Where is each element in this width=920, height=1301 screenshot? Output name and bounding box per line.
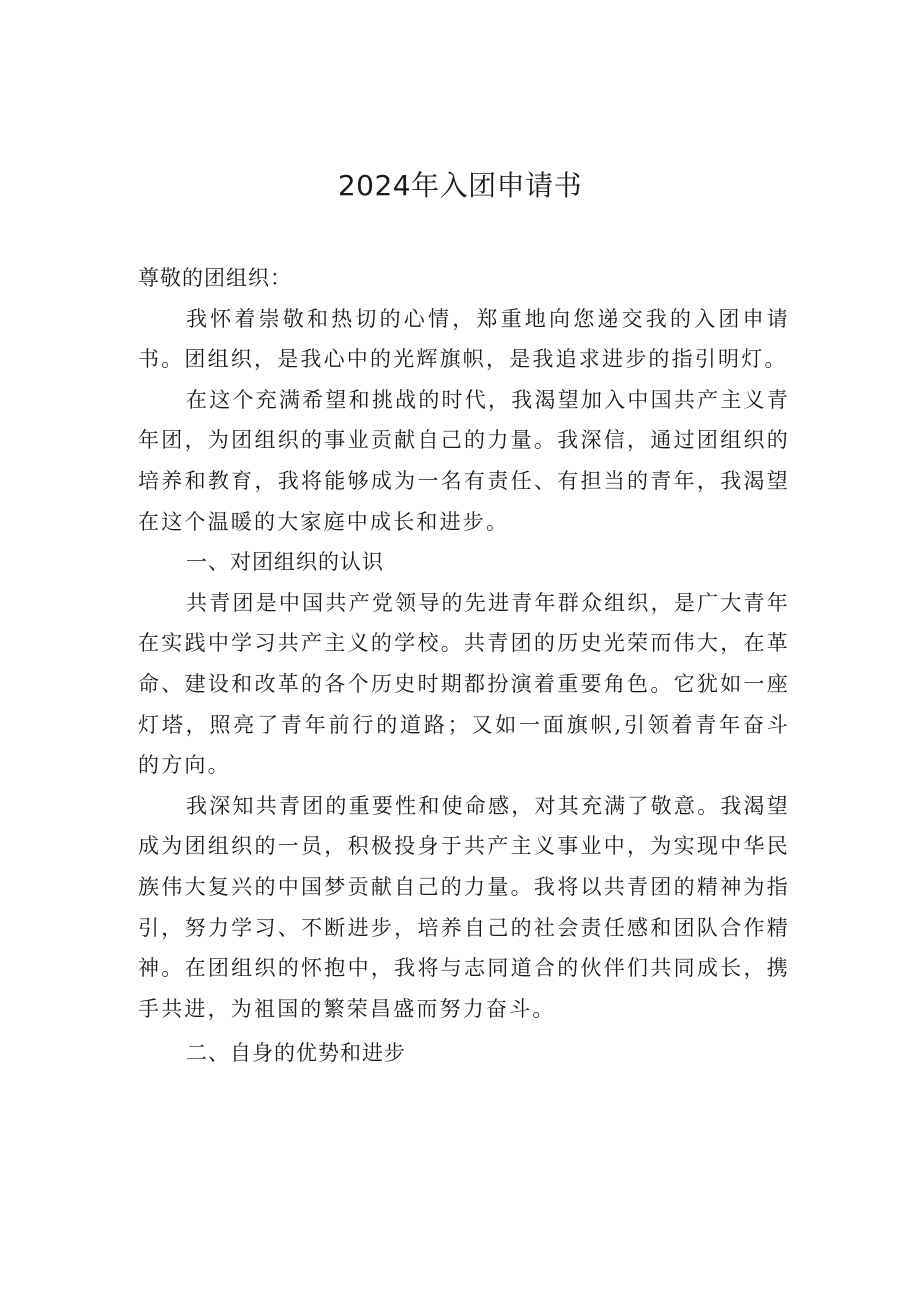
section-heading-understanding: 一、对团组织的认识: [186, 550, 384, 575]
paragraph-about-league: 共青团是中国共产党领导的先进青年群众组织，是广大青年在实践中学习共产主义的学校。共青团的历史光荣而伟大，在革命、建设和改革的各个历史时期都扮演着重要角色。它犹如一座灯塔，照亮了青年前行的道路；又如一面旗帜,引领着青年奋斗的方向。: [138, 590, 790, 778]
paragraph-intro: 我怀着崇敬和热切的心情，郑重地向您递交我的入团申请书。团组织，是我心中的光辉旗帜，是我追求进步的指引明灯。: [138, 306, 790, 372]
document-title: 2024年入团申请书: [337, 169, 583, 202]
paragraph-commitment: 我深知共青团的重要性和使命感，对其充满了敬意。我渴望成为团组织的一员，积极投身于共产主义事业中，为实现中华民族伟大复兴的中国梦贡献自己的力量。我将以共青团的精神为指引，努力学习、不断进步，培养自己的社会责任感和团队合作精神。在团组织的怀抱中，我将与志同道合的伙伴们共同成长，携手共进，为祖国的繁荣昌盛而努力奋斗。: [138, 793, 790, 1021]
paragraph-aspiration: 在这个充满希望和挑战的时代，我渴望加入中国共产主义青年团，为团组织的事业贡献自己的力量。我深信，通过团组织的培养和教育，我将能够成为一名有责任、有担当的青年，我渴望在这个温暖的大家庭中成长和进步。: [138, 387, 790, 534]
salutation: 尊敬的团组织：: [138, 266, 292, 290]
section-heading-strengths: 二、自身的优势和进步: [186, 1041, 406, 1066]
document-body: [138, 258, 790, 1074]
